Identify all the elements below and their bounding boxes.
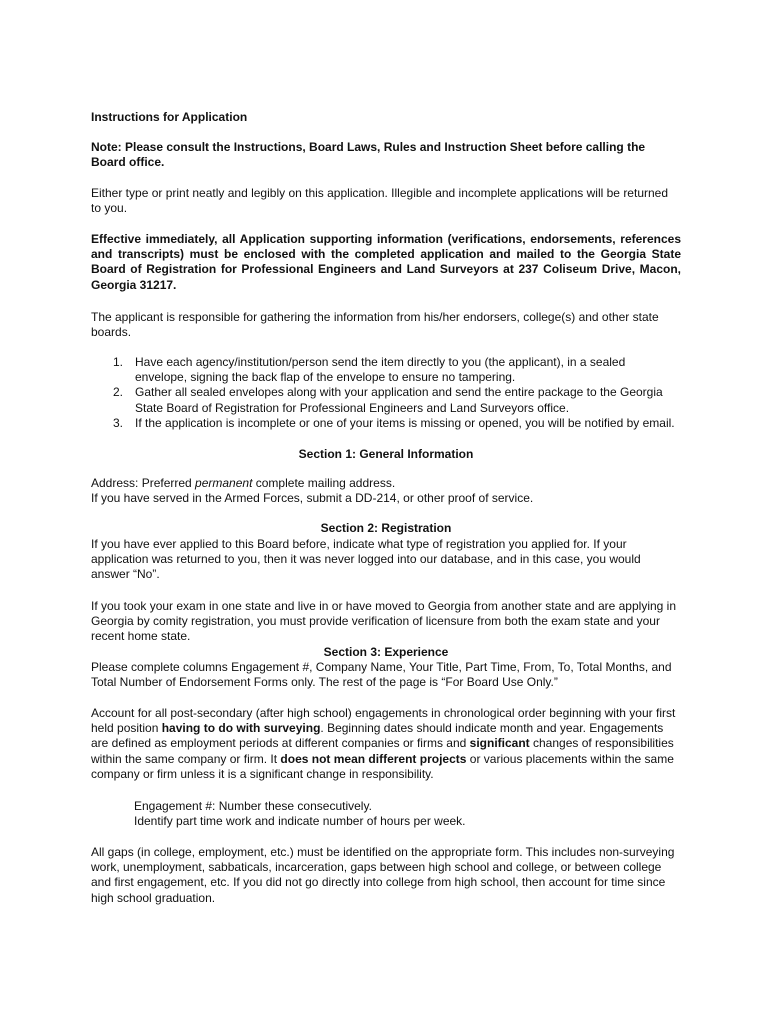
list-item-text: If the application is incomplete or one of your items is missing or opened, you will be notified by email.: [135, 415, 675, 430]
address-prefix: Address: Preferred: [91, 476, 196, 490]
steps-list: [91, 355, 676, 431]
account-text-c: . Beginning dates should indicate month and year. Engagements are defined as employment periods at different companies or firms and: [91, 721, 664, 751]
list-item-text: Have each agency/institution/person send the item directly to you (the applicant), in a sealed envelope, signing the back flap of the envelope to ensure no tampering.: [135, 355, 626, 385]
account-paragraph: [91, 706, 681, 782]
address-line: [91, 476, 681, 491]
account-text-f: does not mean different projects: [280, 751, 467, 766]
effective-paragraph: Effective immediately, all Application supporting information (verifications, endorsements, references and transcripts) must be enclosed with the completed application and mailed to the Georgia State Board of Registration for Professional Engineers and Land Surveyors at 237 Coliseum Drive, Macon, Georgia 31217.: [91, 232, 681, 292]
section3-title: Section 3: Experience: [323, 645, 449, 659]
list-item-number: 3.: [113, 415, 124, 430]
list-item-text: Gather all sealed envelopes along with your application and send the entire package to the Georgia State Board of Registration for Professional Engineers and Land Surveyors office.: [135, 385, 663, 415]
gaps-paragraph: All gaps (in college, employment, etc.) must be identified on the appropriate form. This includes non-surveying work, unemployment, sabbaticals, incarceration, gaps between high school and college, or between college and first engagement, etc. If you did not go directly into college from high school, then account for time since high school graduation.: [91, 845, 675, 905]
address-italic: permanent: [195, 476, 253, 490]
section2-paragraph-2: If you took your exam in one state and live in or have moved to Georgia from another state and are applying in Georgia by comity registration, you must provide verification of licensure from both the exam state and your recent home state.: [91, 599, 677, 644]
account-text-a: Account for all post-secondary (after high school) engagements in chronological order beginning with your first held position: [91, 706, 676, 736]
account-text-d: significant: [469, 736, 530, 751]
part-time-line: Identify part time work and indicate number of hours per week.: [134, 814, 466, 828]
list-item: [91, 355, 676, 385]
section2-paragraph-1: If you have ever applied to this Board before, indicate what type of registration you applied for. If your application was returned to you, then it was never logged into our database, and in this case, you would answer “No”.: [91, 537, 641, 582]
account-text-e: changes of responsibilities within the same company or firm. It: [91, 736, 674, 766]
section1-title: Section 1: General Information: [298, 447, 474, 461]
list-item-number: 2.: [113, 385, 124, 400]
note-paragraph: Note: Please consult the Instructions, Board Laws, Rules and Instruction Sheet before calling the Board office.: [91, 140, 646, 170]
armed-forces-line: If you have served in the Armed Forces, submit a DD-214, or other proof of service.: [91, 491, 534, 505]
section2-title: Section 2: Registration: [320, 521, 452, 535]
address-suffix: complete mailing address.: [252, 476, 396, 490]
page-heading: Instructions for Application: [91, 110, 248, 124]
account-text-b: having to do with surveying: [161, 721, 321, 736]
engagement-line: Engagement #: Number these consecutively.: [134, 799, 372, 813]
list-item: [91, 416, 676, 431]
list-item-number: 1.: [113, 355, 124, 369]
account-text-g: or various placements within the same company or firm unless it is a significant change in responsibility.: [91, 751, 674, 781]
either-type-paragraph: Either type or print neatly and legibly on this application. Illegible and incomplete applications will be returned to you.: [91, 186, 669, 216]
responsible-paragraph: The applicant is responsible for gathering the information from his/her endorsers, college(s) and other state boards.: [91, 310, 659, 340]
section3-paragraph-1: Please complete columns Engagement #, Company Name, Your Title, Part Time, From, To, Total Months, and Total Number of Endorsement Forms only. The rest of the page is “For Board Use Only.”: [91, 660, 672, 690]
list-item: [91, 385, 676, 415]
